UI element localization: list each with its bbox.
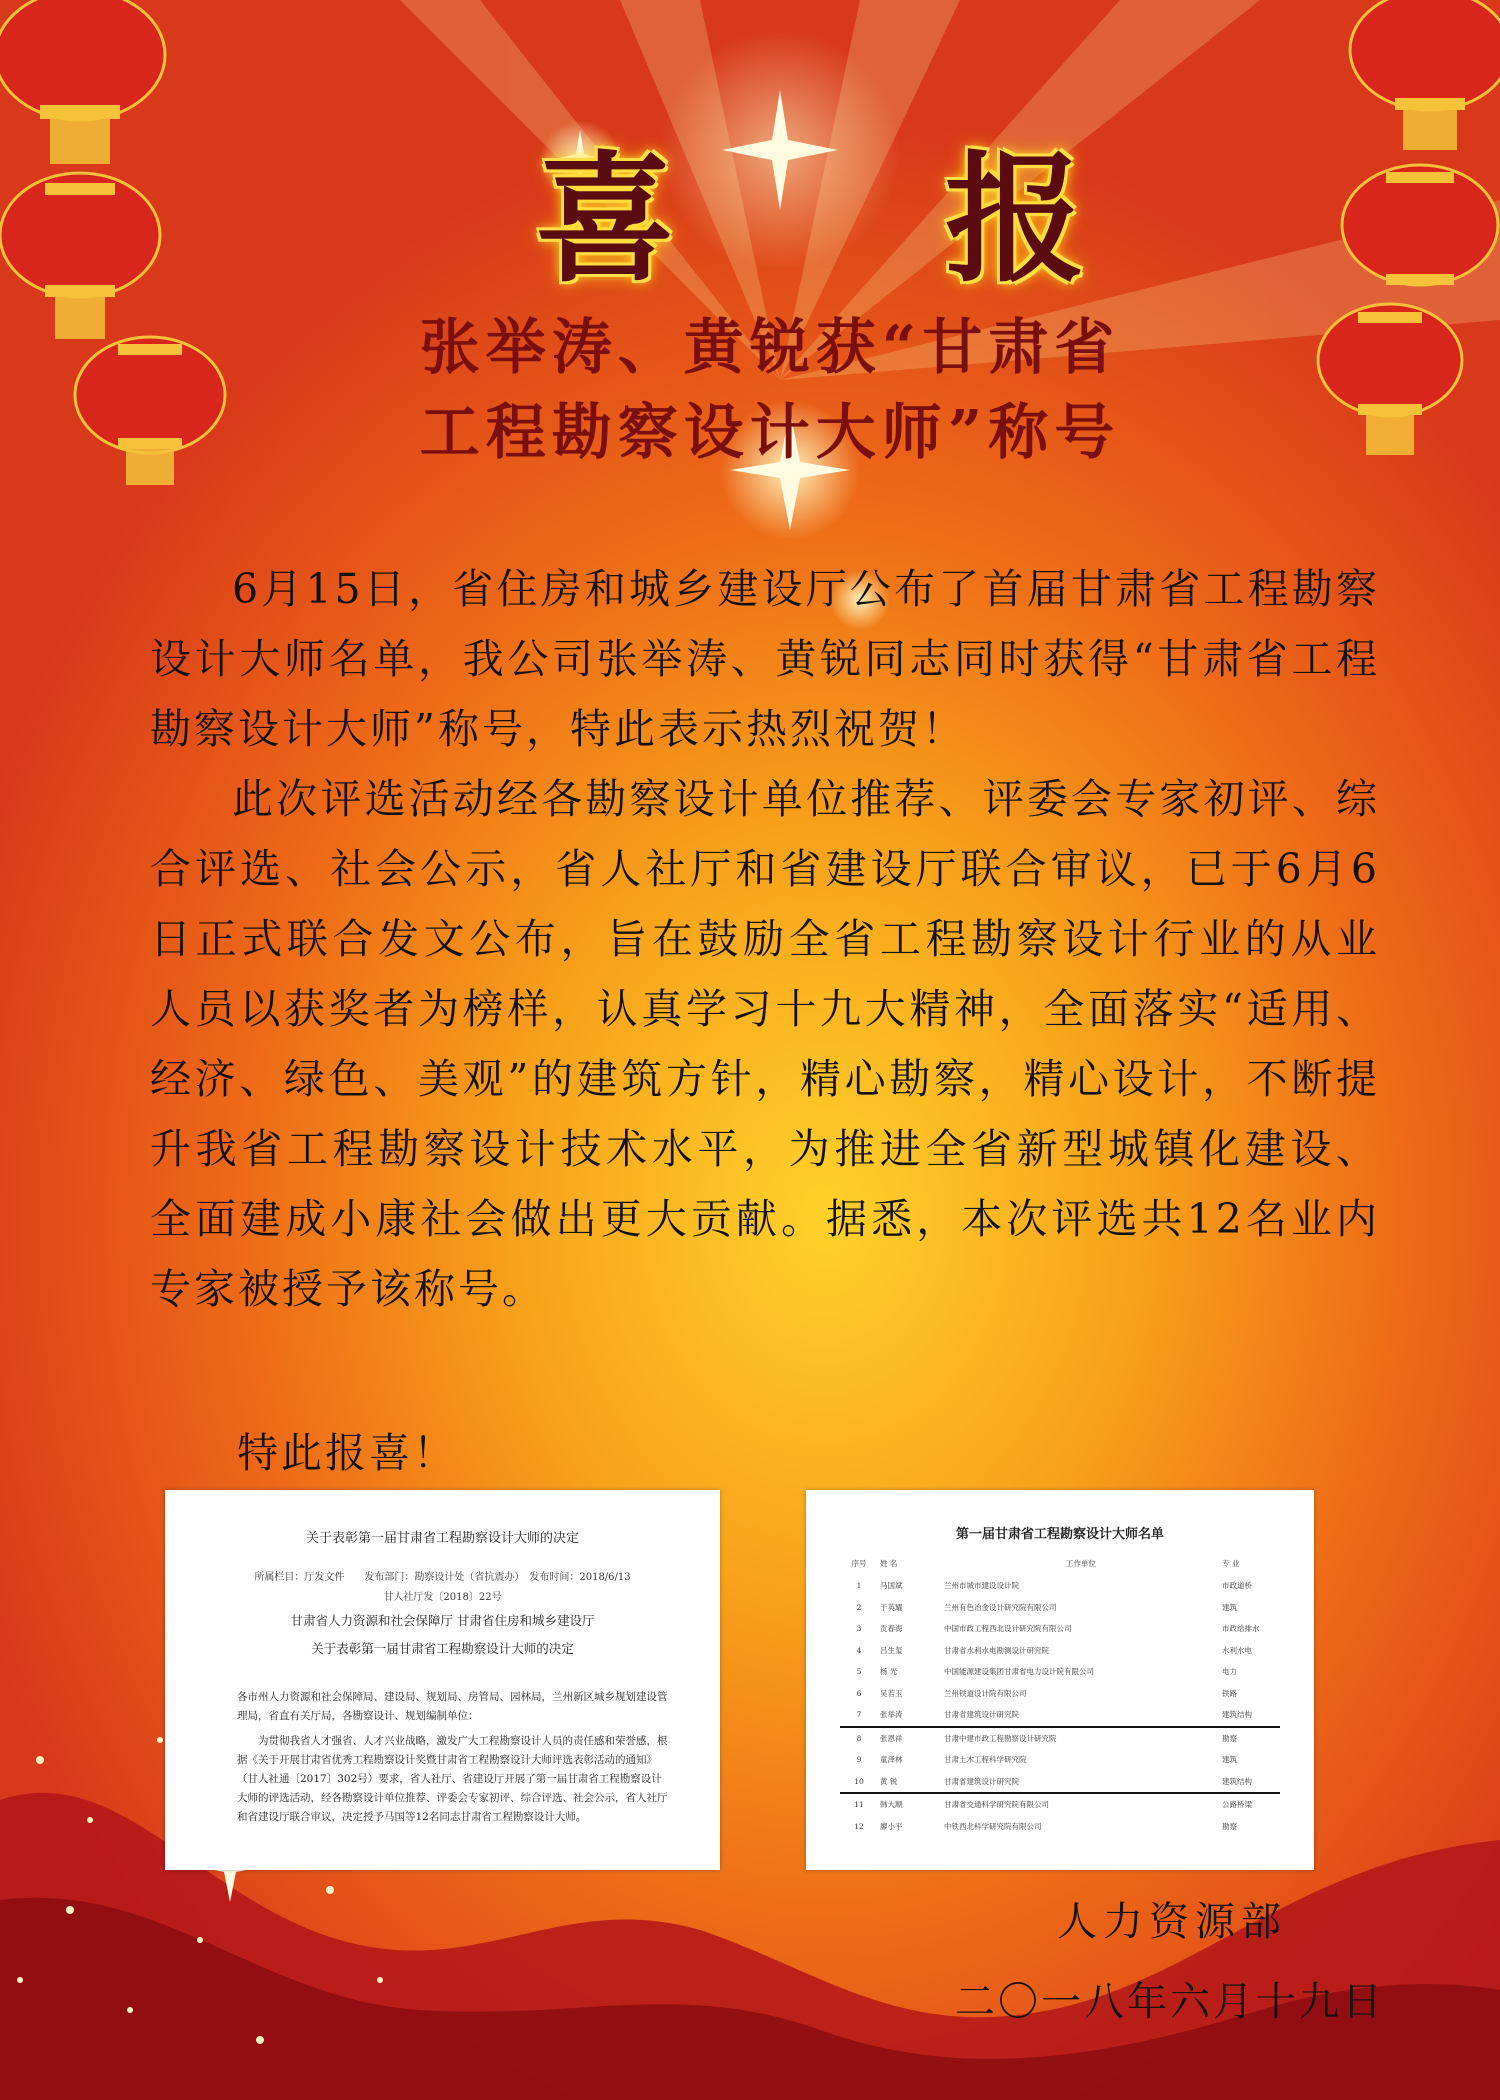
doc-issuer: 甘肃省人力资源和社会保障厅 甘肃省住房和城乡建设厅 [290, 1613, 595, 1628]
row-major: 建筑 [1222, 1755, 1237, 1764]
row-index: 8 [856, 1733, 862, 1743]
paragraph: 6月15日，省住房和城乡建设厅公布了首届甘肃省工程勘察设计大师名单，我公司张举涛、黄锐同志同时获得“甘肃省工程勘察设计大师”称号，特此表示热烈祝贺！ [150, 565, 1380, 753]
doc-subject: 关于表彰第一届甘肃省工程勘察设计大师的决定 [311, 1641, 574, 1656]
table-row [840, 1727, 1280, 1750]
row-major: 水利水电 [1222, 1645, 1252, 1655]
table-row [840, 1683, 1280, 1705]
row-unit: 甘肃省水利水电勘测设计研究院 [944, 1645, 1049, 1655]
doc-title: 关于表彰第一届甘肃省工程勘察设计大师的决定 [305, 1531, 579, 1546]
row-index: 11 [854, 1800, 864, 1809]
closing-line: 特此报喜！ [237, 1429, 457, 1477]
table-row [840, 1640, 1280, 1662]
name-list-table [840, 1556, 1280, 1837]
table-row [840, 1661, 1280, 1683]
signer: 人力资源部 [1057, 1899, 1287, 1945]
row-index: 5 [856, 1667, 862, 1676]
row-name: 马国斌 [880, 1581, 903, 1590]
doc-body: 为贯彻我省人才强省、人才兴业战略，激发广大工程勘察设计人员的责任感和荣誉感，根据《关于开展甘肃省优秀工程勘察设计奖暨甘肃省工程勘察设计大师评选表彰活动的通知》（甘人社通〔2017〕302号）要求，省人社厅、省建设厅开展了第一届甘肃省工程勘察设计大师的评选活动，经各勘察设计单位推荐、评委会专家初评、综合评选、社会公示，省人社厅和省建设厅联合审议，决定授予马国等12名同志甘肃省工程勘察设计大师。 [237, 1735, 668, 1823]
row-unit: 兰州铁道设计院有限公司 [944, 1688, 1027, 1698]
decision-document-image [165, 1490, 720, 1870]
table-row [840, 1704, 1280, 1727]
row-name: 杨 光 [880, 1667, 898, 1676]
table-row [840, 1618, 1280, 1640]
row-name: 贡春海 [880, 1624, 903, 1633]
subtitle-line-1: 张举涛、黄锐获“甘肃省 [419, 313, 1121, 383]
name-list-image [806, 1490, 1314, 1870]
row-name: 黄 锐 [878, 1771, 942, 1794]
row-index: 1 [856, 1581, 862, 1590]
row-unit: 甘肃省建筑设计研究院 [942, 1771, 1220, 1794]
table-row [840, 1575, 1280, 1597]
subtitle-line-2: 工程勘察设计大师”称号 [419, 398, 1121, 468]
col-header: 专 业 [1222, 1559, 1240, 1568]
announcement-body [150, 554, 1380, 1324]
doc-meta: 所属栏目：厅发文件 发布部门：勘察设计处（省抗震办） 发布时间：2018/6/13 [254, 1572, 631, 1583]
row-unit: 兰州市城市建设设计院 [944, 1581, 1019, 1590]
table-row [840, 1597, 1280, 1619]
row-index: 2 [856, 1602, 862, 1612]
table-row [840, 1793, 1280, 1816]
name-list-title: 第一届甘肃省工程勘察设计大师名单 [955, 1527, 1164, 1542]
col-header: 工作单位 [1066, 1559, 1096, 1568]
issue-date: 二〇一八年六月十九日 [955, 1979, 1385, 2025]
row-unit: 兰州有色冶金设计研究院有限公司 [944, 1602, 1057, 1612]
row-major: 勘察 [1222, 1821, 1237, 1831]
headline-char-2: 报 [944, 138, 1085, 302]
row-major: 建筑 [1222, 1602, 1237, 1612]
row-index: 7 [840, 1704, 878, 1727]
col-header: 序号 [851, 1559, 867, 1568]
row-index: 6 [856, 1688, 862, 1698]
paragraph: 此次评选活动经各勘察设计单位推荐、评委会专家初评、综合评选、社会公示，省人社厅和省建设厅联合审议，已于6月6日正式联合发文公布，旨在鼓励全省工程勘察设计行业的从业人员以获奖者为榜样，认真学习十九大精神，全面落实“适用、经济、绿色、美观”的建筑方针，精心勘察，精心设计，不断提升我省工程勘察设计技术水平，为推进全省新型城镇化建设、全面建成小康社会做出更大贡献。据悉，本次评选共12名业内专家被授予该称号。 [150, 775, 1380, 1313]
table-row [840, 1771, 1280, 1794]
row-major: 电力 [1222, 1667, 1237, 1676]
doc-addressee: 各市州人力资源和社会保障局、建设局、规划局、房管局、园林局，兰州新区城乡规划建设管理局，省直有关厅局，各勘察设计、规划编制单位： [237, 1691, 668, 1722]
row-index: 12 [854, 1821, 864, 1831]
row-major: 勘察 [1222, 1733, 1237, 1743]
row-name: 张恩祥 [880, 1733, 903, 1743]
table-row [840, 1816, 1280, 1838]
row-unit: 甘肃土木工程科学研究院 [944, 1755, 1027, 1764]
row-index: 4 [856, 1645, 862, 1655]
doc-number: 甘人社厅发〔2018〕22号 [383, 1592, 502, 1603]
headline-char-1: 喜 [534, 138, 675, 302]
row-name: 吴若玉 [880, 1688, 903, 1698]
col-header: 姓 名 [880, 1559, 898, 1568]
row-index: 9 [856, 1755, 862, 1764]
row-unit: 中国市政工程西北设计研究院有限公司 [944, 1624, 1072, 1633]
row-major: 建筑结构 [1220, 1704, 1280, 1727]
row-unit: 甘肃省建筑设计研究院 [942, 1704, 1220, 1727]
row-name: 于英耀 [880, 1602, 903, 1612]
row-unit: 甘肃省交通科学研究院有限公司 [944, 1800, 1049, 1809]
row-major: 建筑结构 [1220, 1771, 1280, 1794]
row-major: 市政给排水 [1222, 1624, 1260, 1633]
table-row [840, 1749, 1280, 1771]
row-unit: 中铁西北科学研究院有限公司 [944, 1821, 1042, 1831]
row-name: 童泽林 [880, 1755, 903, 1764]
row-major: 公路桥梁 [1222, 1800, 1252, 1809]
row-unit: 甘肃中建市政工程勘察设计研究院 [944, 1733, 1057, 1743]
row-name: 张举涛 [878, 1704, 942, 1727]
row-major: 市政道桥 [1222, 1581, 1252, 1590]
row-major: 铁路 [1222, 1688, 1237, 1698]
row-index: 3 [856, 1624, 862, 1633]
row-index: 10 [840, 1771, 878, 1794]
row-name: 韩大顺 [880, 1800, 903, 1809]
row-name: 廖小平 [880, 1821, 903, 1831]
name-list-rows [840, 1575, 1280, 1837]
row-name: 吕生玺 [880, 1645, 903, 1655]
row-unit: 中国能源建设集团甘肃省电力设计院有限公司 [944, 1667, 1094, 1676]
